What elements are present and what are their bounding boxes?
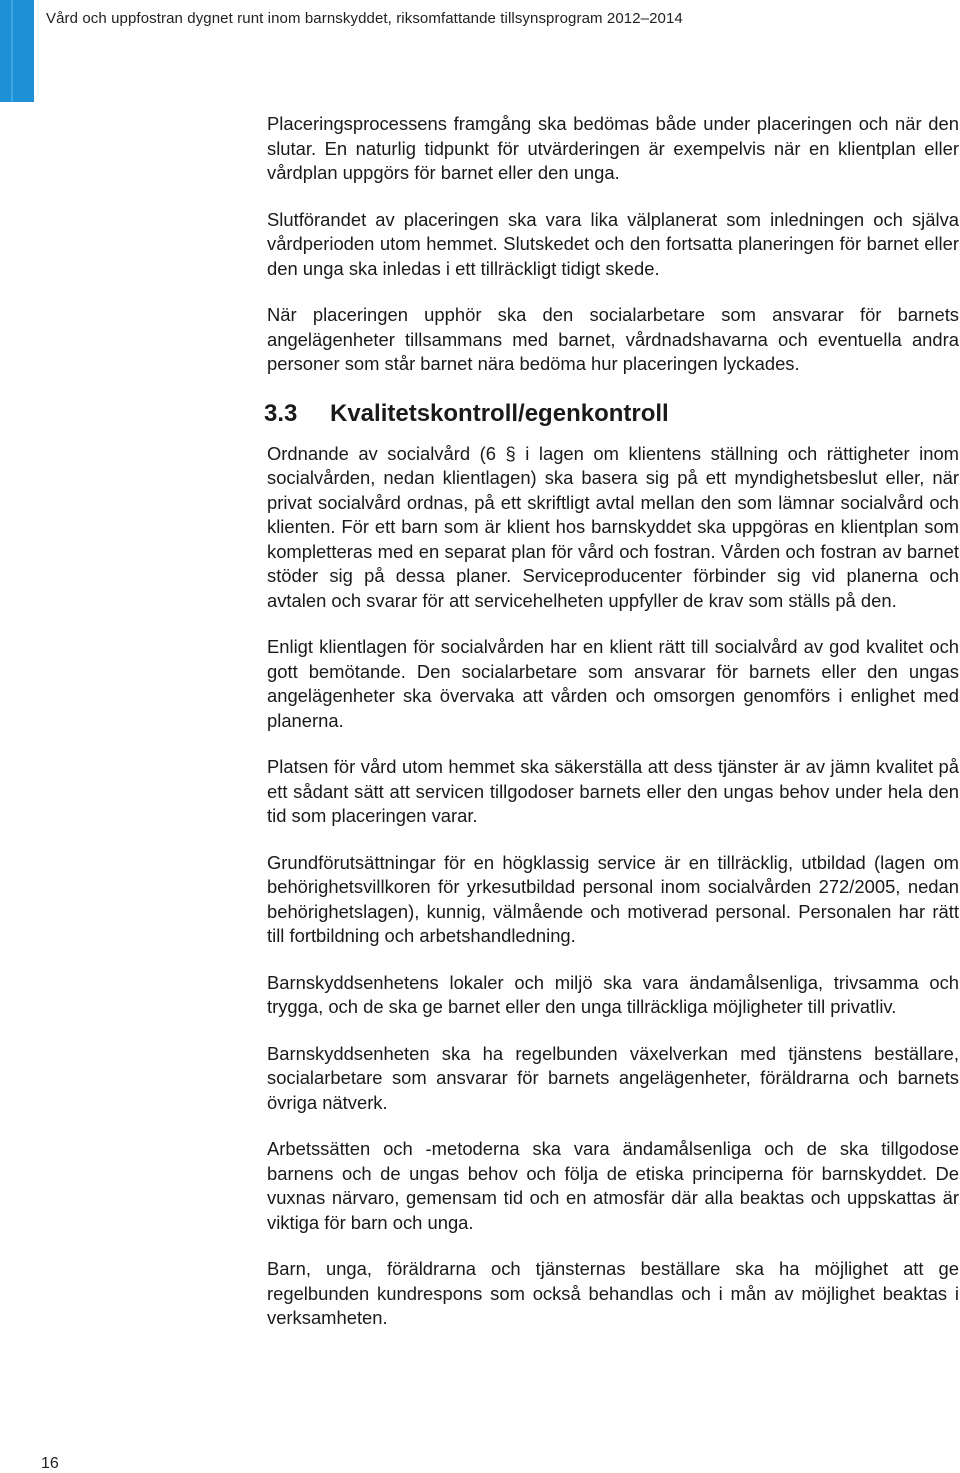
paragraph: Ordnande av socialvård (6 § i lagen om klientens ställning och rättigheter inom socialvården, nedan klientlagen) ska basera sig på ett myndighetsbeslut eller, när privat socialvård ordnas, på ett skriftligt avtal mellan den som lämnar socialvård och klienten. För ett barn som är klient hos barnskyddet ska uppgöras en klientplan som kompletteras med en separat plan för vård och fostran. Vården och fostran av barnet stöder sig på dessa planer. Serviceproducenter förbinder sig vid planerna och avtalen och svarar för att servicehelheten uppfyller de krav som ställs på den. <box>267 442 959 611</box>
paragraph: Barnskyddsenheten ska ha regelbunden växelverkan med tjänstens beställare, socialarbetare som ansvarar för barnets angelägenheter, föräldrarna och barnets övriga nätverk. <box>267 1042 959 1113</box>
section-heading <box>264 399 959 429</box>
paragraph: Arbetssätten och -metoderna ska vara ändamålsenliga och de ska tillgodose barnens och de ungas behov och följa de etiska principerna för barnskyddet. De vuxnas närvaro, gemensam tid och en atmosfär där alla beaktas och uppskattas är viktiga för barn och unga. <box>267 1138 959 1233</box>
paragraph: När placeringen upphör ska den socialarbetare som ansvarar för barnets angelägenheter tillsammans med barnet, vårdnadshavarna och eventuella andra personer som står barnet nära bedöma hur placeringen lyckades. <box>267 304 959 374</box>
paragraph: Slutförandet av placeringen ska vara lika välplanerat som inledningen och själva vårdperioden utom hemmet. Slutskedet och den fortsatta planeringen för barnet eller den unga ska inledas i ett tillräckligt tidigt skede. <box>267 208 959 279</box>
paragraph: Grundförutsättningar för en högklassig service är en tillräcklig, utbildad (lagen om behörighetsvillkoren för yrkesutbildad personal inom socialvården 272/2005, nedan behörighetslagen), kunnig, välmående och motiverad personal. Personalen har rätt till fortbildning och arbetshandledning. <box>267 851 959 946</box>
header-accent-bar <box>0 0 34 102</box>
document-body <box>264 112 959 1353</box>
paragraph: Barn, unga, föräldrarna och tjänsternas beställare ska ha möjlighet att ge regelbunden kundrespons som också behandlas och i mån av möjlighet beaktas i verksamheten. <box>267 1258 959 1328</box>
paragraph: Placeringsprocessens framgång ska bedömas både under placeringen och när den slutar. En naturlig tidpunkt för utvärderingen är exempelvis när en klientplan eller vårdplan uppgörs för barnet eller den unga. <box>267 113 959 183</box>
page-number: 16 <box>41 1455 59 1472</box>
running-header: Vård och uppfostran dygnet runt inom barnskyddet, riksomfattande tillsynsprogram 2012–2014 <box>46 10 683 27</box>
section-number: 3.3 <box>264 399 298 427</box>
section-title: Kvalitetskontroll/egenkontroll <box>330 399 669 427</box>
paragraph: Barnskyddsenhetens lokaler och miljö ska vara ändamålsenliga, trivsamma och trygga, och de ska ge barnet eller den unga tillräckliga möjligheter till privatliv. <box>267 971 959 1017</box>
paragraph: Enligt klientlagen för socialvården har en klient rätt till socialvård av god kvalitet och gott bemötande. Den socialarbetare som ansvarar för barnets eller den ungas angelägenheter ska övervaka att vården och omsorgen genomförs i enlighet med planerna. <box>267 636 959 731</box>
paragraph: Platsen för vård utom hemmet ska säkerställa att dess tjänster är av jämn kvalitet på ett sådant sätt att servicen tillgodoser barnets eller den ungas behov under hela den tid som placeringen varar. <box>267 756 959 826</box>
